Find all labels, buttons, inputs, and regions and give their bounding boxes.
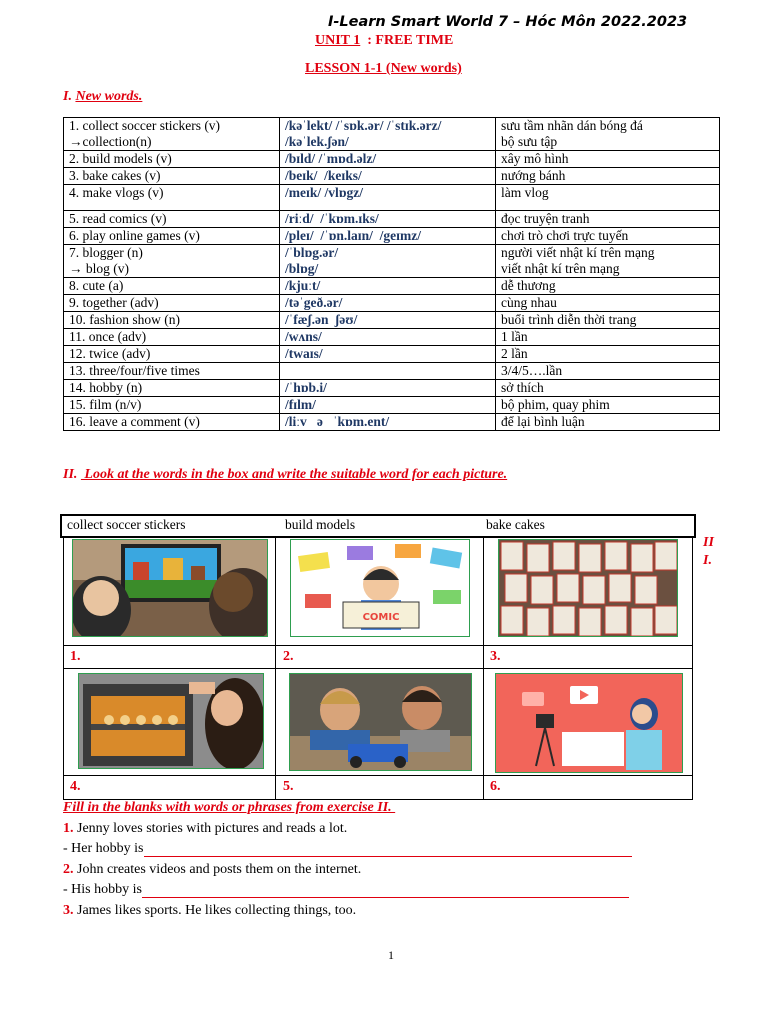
vocab-word-cell bbox=[64, 414, 280, 431]
vocab-meaning-cell bbox=[496, 118, 720, 151]
answer-blank-1[interactable] bbox=[144, 842, 632, 857]
vocab-meaning-cell bbox=[496, 228, 720, 245]
answer-cell-2[interactable] bbox=[275, 645, 484, 669]
vocab-ipa-derived: /blɒg/ bbox=[285, 261, 319, 276]
vocab-row bbox=[64, 228, 720, 245]
vocab-ipa: /wʌns/ bbox=[285, 329, 322, 344]
comic-reading-illustration-icon bbox=[290, 539, 470, 637]
vocab-meaning-cell bbox=[496, 185, 720, 211]
vocab-ipa-cell bbox=[280, 118, 496, 151]
vocab-word: 10. fashion show (n) bbox=[69, 312, 180, 327]
vocab-meaning: 3/4/5….lần bbox=[501, 363, 563, 378]
vocab-row bbox=[64, 168, 720, 185]
vocab-ipa: /ˈfæʃ.ən ʃəʊ/ bbox=[285, 312, 358, 327]
vocab-ipa-cell bbox=[280, 363, 496, 380]
side-label-line: II bbox=[703, 535, 714, 550]
vocab-word: 1. collect soccer stickers (v) bbox=[69, 118, 221, 133]
vocab-meaning-cell bbox=[496, 329, 720, 346]
vocab-meaning: cùng nhau bbox=[501, 295, 557, 310]
vocab-meaning-cell bbox=[496, 211, 720, 228]
picture-number: 3. bbox=[490, 649, 501, 664]
vocab-row bbox=[64, 397, 720, 414]
vocab-word-cell bbox=[64, 211, 280, 228]
vocab-meaning: để lại bình luận bbox=[501, 414, 585, 429]
answer-cell-1[interactable] bbox=[63, 645, 276, 669]
vocab-word: 5. read comics (v) bbox=[69, 211, 167, 226]
answer-cell-3[interactable] bbox=[483, 645, 693, 669]
vocab-word: 15. film (n/v) bbox=[69, 397, 142, 412]
vocab-meaning-cell bbox=[496, 380, 720, 397]
unit-title bbox=[315, 33, 453, 49]
picture-number: 2. bbox=[283, 649, 294, 664]
lesson-title: LESSON 1-1 (New words) bbox=[305, 61, 462, 76]
picture-grid bbox=[63, 536, 693, 800]
picture-cell-5 bbox=[275, 668, 484, 776]
vocab-word: 7. blogger (n) bbox=[69, 245, 143, 260]
vocab-row bbox=[64, 295, 720, 312]
vocab-meaning-cell bbox=[496, 245, 720, 278]
vocab-word-cell bbox=[64, 118, 280, 151]
vocab-ipa: /pleɪ/ /ˈɒn.laɪn/ /geɪmz/ bbox=[285, 228, 422, 243]
vocab-word: 13. three/four/five times bbox=[69, 363, 200, 378]
section-2-heading bbox=[63, 467, 507, 483]
vocab-row bbox=[64, 414, 720, 431]
vocab-meaning: 2 lần bbox=[501, 346, 528, 361]
answer-cell-5[interactable] bbox=[275, 775, 484, 800]
vocab-meaning-cell bbox=[496, 151, 720, 168]
vocab-word-cell bbox=[64, 329, 280, 346]
vocab-word-cell bbox=[64, 346, 280, 363]
vocab-ipa-cell bbox=[280, 346, 496, 363]
vocab-ipa: /meɪk/ /vlɒgz/ bbox=[285, 185, 364, 200]
vocab-meaning: 1 lần bbox=[501, 329, 528, 344]
vocab-word: 11. once (adv) bbox=[69, 329, 147, 344]
question-number: 2. bbox=[63, 862, 74, 877]
picture-cell-1 bbox=[63, 536, 276, 646]
question-text: Jenny loves stories with pictures and reads a lot. bbox=[73, 821, 348, 836]
vocab-word: 6. play online games (v) bbox=[69, 228, 200, 243]
vocab-ipa-cell bbox=[280, 228, 496, 245]
vocab-meaning: đọc truyện tranh bbox=[501, 211, 590, 226]
exercise-answer-2 bbox=[63, 882, 629, 898]
vocab-ipa-cell bbox=[280, 329, 496, 346]
vocab-word-derived: →collection(n) bbox=[69, 134, 152, 149]
vocab-ipa: /ˈhɒb.i/ bbox=[285, 380, 327, 395]
exercise-question-1 bbox=[63, 821, 347, 837]
unit-topic: : FREE TIME bbox=[360, 33, 454, 48]
vocab-word: 8. cute (a) bbox=[69, 278, 124, 293]
vocab-word-derived: → blog (v) bbox=[69, 261, 129, 276]
picture-cell-2 bbox=[275, 536, 484, 646]
building-models-photo-icon bbox=[289, 673, 472, 771]
vocab-meaning-cell bbox=[496, 295, 720, 312]
picture-cell-4 bbox=[63, 668, 276, 776]
vocab-ipa: /liːv ə ˈkɒm.ent/ bbox=[285, 414, 390, 429]
vocab-row bbox=[64, 363, 720, 380]
vocab-word: 4. make vlogs (v) bbox=[69, 185, 164, 200]
vocab-ipa-cell bbox=[280, 185, 496, 211]
vocab-word: 12. twice (adv) bbox=[69, 346, 151, 361]
vocab-meaning: sưu tầm nhãn dán bóng đá bbox=[501, 118, 643, 133]
vocab-word: 16. leave a comment (v) bbox=[69, 414, 200, 429]
word-box-item: bake cakes bbox=[486, 517, 545, 532]
vocab-row bbox=[64, 151, 720, 168]
vocab-ipa: /ˈblɒg.ər/ bbox=[285, 245, 339, 260]
vocab-row bbox=[64, 245, 720, 278]
vocab-meaning: bộ phim, quay phim bbox=[501, 397, 610, 412]
answer-prefix: - Her hobby is bbox=[63, 841, 144, 856]
vocab-ipa-cell bbox=[280, 278, 496, 295]
computer-games-photo-icon bbox=[72, 539, 268, 637]
vocab-meaning: xây mô hình bbox=[501, 151, 569, 166]
vocab-meaning-cell bbox=[496, 414, 720, 431]
vocab-row bbox=[64, 346, 720, 363]
question-number: 1. bbox=[63, 821, 74, 836]
vocab-ipa-cell bbox=[280, 168, 496, 185]
vocab-meaning: sở thích bbox=[501, 380, 544, 395]
vocab-row bbox=[64, 312, 720, 329]
vocab-meaning: người viết nhật kí trên mạng bbox=[501, 245, 655, 260]
vocab-ipa-cell bbox=[280, 380, 496, 397]
vocab-row bbox=[64, 380, 720, 397]
vocab-ipa: /twaɪs/ bbox=[285, 346, 323, 361]
exercise-question-3 bbox=[63, 903, 356, 919]
picture-cell-6 bbox=[483, 668, 693, 776]
vocab-word: 2. build models (v) bbox=[69, 151, 172, 166]
section-1-heading bbox=[63, 89, 142, 105]
vocab-word-cell bbox=[64, 278, 280, 295]
answer-cell-6[interactable] bbox=[483, 775, 693, 800]
vocab-ipa: /beɪk/ /keɪks/ bbox=[285, 168, 362, 183]
vocabulary-table bbox=[63, 117, 720, 431]
vocab-ipa: /təˈgeð.ər/ bbox=[285, 295, 343, 310]
vocab-meaning: nướng bánh bbox=[501, 168, 566, 183]
vocab-word: 3. bake cakes (v) bbox=[69, 168, 161, 183]
exercise-question-2 bbox=[63, 862, 361, 878]
vocab-meaning: dễ thương bbox=[501, 278, 556, 293]
vocab-ipa: /bɪld/ /ˈmɒd.əlz/ bbox=[285, 151, 377, 166]
answer-blank-2[interactable] bbox=[142, 883, 629, 898]
vocab-ipa: /fɪlm/ bbox=[285, 397, 316, 412]
vocab-meaning-cell bbox=[496, 363, 720, 380]
vocab-row bbox=[64, 118, 720, 151]
section-side-label bbox=[703, 534, 714, 570]
soccer-stickers-photo-icon bbox=[498, 539, 678, 637]
section-3-title: Fill in the blanks with words or phrases from exercise II. bbox=[63, 800, 396, 815]
vocab-ipa: /kəˈlekt/ /ˈsɒk.ər/ /ˈstɪk.ərz/ bbox=[285, 118, 442, 133]
vocab-ipa-cell bbox=[280, 211, 496, 228]
picture-number: 6. bbox=[490, 779, 501, 794]
vocab-meaning-cell bbox=[496, 312, 720, 329]
vocab-row bbox=[64, 278, 720, 295]
vocab-ipa-cell bbox=[280, 295, 496, 312]
vocab-word-cell bbox=[64, 312, 280, 329]
picture-cell-3 bbox=[483, 536, 693, 646]
section-2-title: Look at the words in the box and write the suitable word for each picture. bbox=[80, 467, 508, 482]
vocab-word: 9. together (adv) bbox=[69, 295, 159, 310]
vlogging-illustration-icon bbox=[495, 673, 683, 773]
svg-text:COMIC: COMIC bbox=[362, 612, 400, 623]
answer-prefix: - His hobby is bbox=[63, 882, 142, 897]
vocab-word-cell bbox=[64, 228, 280, 245]
vocab-meaning-derived: viết nhật kí trên mạng bbox=[501, 261, 620, 276]
question-number: 3. bbox=[63, 903, 74, 918]
vocab-word-cell bbox=[64, 397, 280, 414]
section-1-numeral: I. bbox=[63, 89, 76, 104]
picture-number: 1. bbox=[70, 649, 81, 664]
vocab-ipa-derived: /kəˈlek.ʃən/ bbox=[285, 134, 349, 149]
vocab-ipa: /kjuːt/ bbox=[285, 278, 321, 293]
page-number: 1 bbox=[388, 948, 394, 962]
vocab-word-cell bbox=[64, 380, 280, 397]
vocab-ipa-cell bbox=[280, 397, 496, 414]
vocab-meaning-cell bbox=[496, 168, 720, 185]
word-box-item: build models bbox=[285, 517, 356, 532]
vocab-ipa-cell bbox=[280, 245, 496, 278]
vocab-ipa-cell bbox=[280, 414, 496, 431]
vocab-word-cell bbox=[64, 151, 280, 168]
vocab-ipa-cell bbox=[280, 312, 496, 329]
section-1-title: New words. bbox=[75, 89, 143, 104]
vocab-row bbox=[64, 185, 720, 211]
vocab-word: 14. hobby (n) bbox=[69, 380, 143, 395]
section-2-numeral: II. bbox=[63, 467, 81, 482]
vocab-meaning-cell bbox=[496, 346, 720, 363]
question-text: James likes sports. He likes collecting things, too. bbox=[73, 903, 357, 918]
vocab-word-cell bbox=[64, 363, 280, 380]
vocab-ipa-cell bbox=[280, 151, 496, 168]
answer-cell-4[interactable] bbox=[63, 775, 276, 800]
vocab-meaning-derived: bộ sưu tập bbox=[501, 134, 558, 149]
question-text: John creates videos and posts them on the internet. bbox=[73, 862, 362, 877]
section-3-heading bbox=[63, 800, 395, 816]
vocab-meaning: làm vlog bbox=[501, 185, 549, 200]
document-header: I-Learn Smart World 7 – Hóc Môn 2022.2023 bbox=[328, 14, 688, 30]
unit-label: UNIT 1 bbox=[315, 33, 361, 48]
vocab-row bbox=[64, 211, 720, 228]
vocab-word-cell bbox=[64, 185, 280, 211]
vocab-meaning-cell bbox=[496, 397, 720, 414]
vocab-word-cell bbox=[64, 245, 280, 278]
picture-number: 5. bbox=[283, 779, 294, 794]
vocab-meaning: buổi trình diễn thời trang bbox=[501, 312, 637, 327]
vocab-meaning-cell bbox=[496, 278, 720, 295]
exercise-answer-1 bbox=[63, 841, 632, 857]
word-box bbox=[60, 514, 696, 538]
vocab-word-cell bbox=[64, 295, 280, 312]
vocab-row bbox=[64, 329, 720, 346]
side-label-line: I. bbox=[703, 553, 712, 568]
baking-oven-photo-icon bbox=[78, 673, 264, 769]
vocab-ipa: /riːd/ /ˈkɒm.ɪks/ bbox=[285, 211, 379, 226]
vocab-word-cell bbox=[64, 168, 280, 185]
picture-number: 4. bbox=[70, 779, 81, 794]
word-box-item: collect soccer stickers bbox=[67, 517, 186, 532]
vocab-meaning: chơi trò chơi trực tuyến bbox=[501, 228, 629, 243]
